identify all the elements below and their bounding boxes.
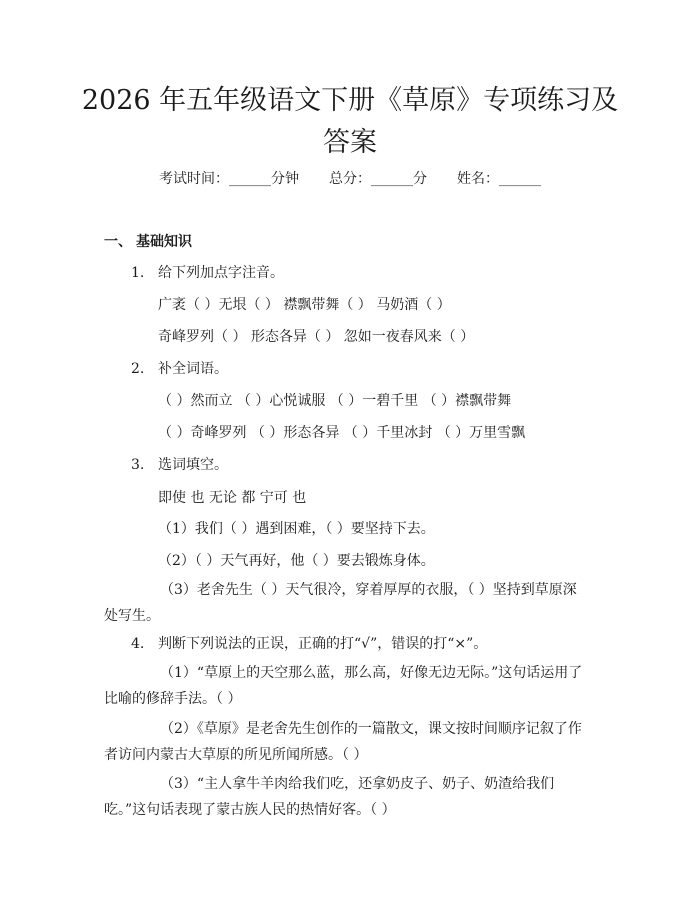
q4-statement-1: （1）“草原上的天空那么蓝，那么高，好像无边无际。”这句话运用了比喻的修辞手法。（ ） — [104, 665, 583, 707]
q2-line-1: （ ）然而立 （ ）心悦诚服 （ ）一碧千里 （ ）襟飘带舞 — [158, 393, 512, 409]
question-number: 4. — [131, 636, 145, 652]
q4-statement-3: （3）“主人拿牛羊肉给我们吃，还拿奶皮子、奶子、奶渣给我们吃。”这句话表现了蒙古族人民的热情好客。（ ） — [104, 776, 555, 818]
section-number: 一、 — [104, 234, 132, 250]
question-text: 选词填空。 — [158, 457, 228, 473]
question-text: 给下列加点字注音。 — [158, 265, 284, 281]
title-line-2: 答案 — [323, 127, 377, 158]
question-number: 2. — [131, 361, 145, 377]
q3-sentence-1: （1）我们（ ）遇到困难，（ ）要坚持下去。 — [158, 521, 435, 537]
question-number: 1. — [131, 265, 145, 281]
document-title — [60, 80, 640, 164]
student-name: 姓名：______ — [457, 171, 541, 187]
question-text: 补全词语。 — [158, 361, 228, 377]
q3-sentence-3: （3）老舍先生（ ）天气很冷，穿着厚厚的衣服，（ ）坚持到草原深处写生。 — [104, 582, 577, 624]
question-2 — [131, 358, 228, 378]
q1-line-2: 奇峰罗列（ ） 形态各异（ ） 忽如一夜春风来（ ） — [158, 329, 475, 345]
question-text: 判断下列说法的正误，正确的打“√”，错误的打“×”。 — [158, 636, 488, 652]
section-title: 基础知识 — [136, 234, 192, 250]
question-4 — [131, 633, 487, 653]
section-heading — [104, 231, 192, 251]
question-number: 3. — [131, 457, 145, 473]
q3-sentence-2: （2）（ ）天气再好，他（ ）要去锻炼身体。 — [158, 553, 435, 569]
q4-statement-2: （2）《草原》是老舍先生创作的一篇散文，课文按时间顺序记叙了作者访问内蒙古大草原的所见所闻所感。（ ） — [104, 721, 582, 763]
q2-line-2: （ ）奇峰罗列 （ ）形态各异 （ ）千里冰封 （ ）万里雪飘 — [158, 425, 526, 441]
q3-word-bank: 即使 也 无论 都 宁可 也 — [158, 490, 307, 506]
exam-meta — [0, 168, 700, 188]
total-score: 总分：______分 — [329, 171, 427, 187]
q1-line-1: 广袤（ ）无垠（ ） 襟飘带舞（ ） 马奶酒（ ） — [158, 297, 451, 313]
question-1 — [131, 262, 284, 282]
title-line-1: 2026 年五年级语文下册《草原》专项练习及 — [81, 85, 619, 116]
exam-time: 考试时间：______分钟 — [159, 171, 299, 187]
question-3 — [131, 454, 228, 474]
